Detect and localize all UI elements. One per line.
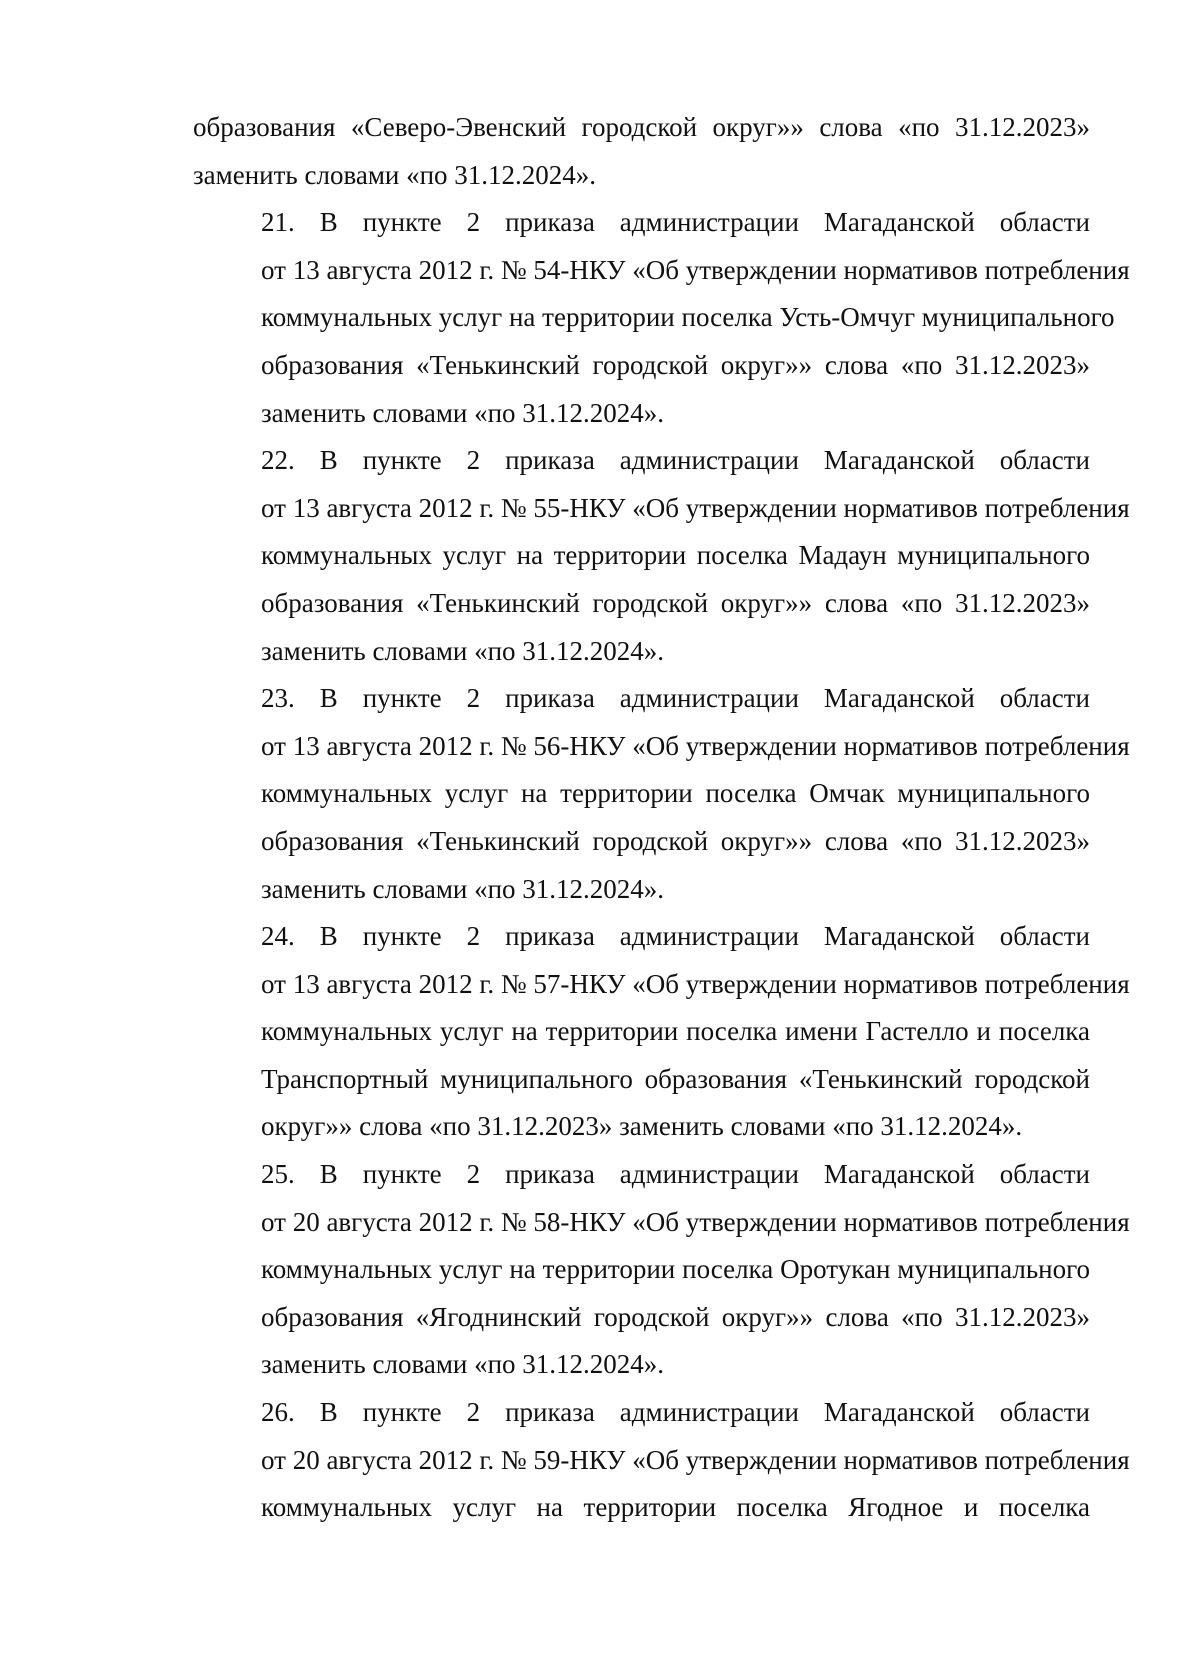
document-body [193,104,1130,1532]
text-line: заменить словами «по 31.12.2024». [261,397,665,428]
text-line: заменить словами «по 31.12.2024». [261,635,665,666]
text-line: коммунальных услуг на территории поселка Оротукан муниципального [261,1254,1090,1285]
text-line: заменить словами «по 31.12.2024». [193,159,597,190]
text-line: от 13 августа 2012 г. № 56-НКУ «Об утверждении нормативов потребления [261,730,1130,761]
text-line: коммунальных услуг на территории поселка имени Гастелло и поселка [261,1016,1090,1047]
paragraph [193,437,1130,675]
text-line: 21. В пункте 2 приказа администрации Магаданской области [261,207,1090,238]
paragraph [193,104,1090,199]
text-line: 26. В пункте 2 приказа администрации Магаданской области [261,1397,1090,1428]
text-line: образования «Тенькинский городской округ»» слова «по 31.12.2023» [261,349,1090,380]
text-line: коммунальных услуг на территории поселка Ягодное и поселка [261,1492,1090,1523]
text-line: 24. В пункте 2 приказа администрации Магаданской области [261,921,1090,952]
text-line: от 13 августа 2012 г. № 57-НКУ «Об утверждении нормативов потребления [261,968,1130,999]
text-line: 25. В пункте 2 приказа администрации Магаданской области [261,1159,1090,1190]
text-line: от 13 августа 2012 г. № 55-НКУ «Об утверждении нормативов потребления [261,492,1130,523]
text-line: Транспортный муниципального образования «Тенькинский городской [261,1063,1090,1094]
paragraph [193,675,1130,913]
paragraph [193,199,1130,437]
text-line: от 20 августа 2012 г. № 58-НКУ «Об утверждении нормативов потребления [261,1206,1130,1237]
text-line: 22. В пункте 2 приказа администрации Магаданской области [261,445,1090,476]
text-line: заменить словами «по 31.12.2024». [261,873,665,904]
text-line: образования «Северо-Эвенский городской округ»» слова «по 31.12.2023» [193,112,1090,142]
text-line: коммунальных услуг на территории поселка Мадаун муниципального [261,540,1090,571]
text-line: образования «Тенькинский городской округ»» слова «по 31.12.2023» [261,587,1090,618]
paragraph [193,1389,1130,1532]
text-line: заменить словами «по 31.12.2024». [261,1349,665,1380]
text-line: от 20 августа 2012 г. № 59-НКУ «Об утверждении нормативов потребления [261,1444,1130,1475]
text-line: коммунальных услуг на территории поселка Омчак муниципального [261,778,1090,809]
text-line: образования «Ягоднинский городской округ»» слова «по 31.12.2023» [261,1301,1090,1332]
paragraph [193,1151,1130,1389]
text-line: от 13 августа 2012 г. № 54-НКУ «Об утверждении нормативов потребления [261,254,1130,285]
text-line: образования «Тенькинский городской округ»» слова «по 31.12.2023» [261,825,1090,856]
text-line: 23. В пункте 2 приказа администрации Магаданской области [261,683,1090,714]
paragraph [193,913,1130,1151]
text-line: округ»» слова «по 31.12.2023» заменить словами «по 31.12.2024». [261,1111,1023,1142]
text-line: коммунальных услуг на территории поселка Усть-Омчуг муниципального [261,302,1115,333]
